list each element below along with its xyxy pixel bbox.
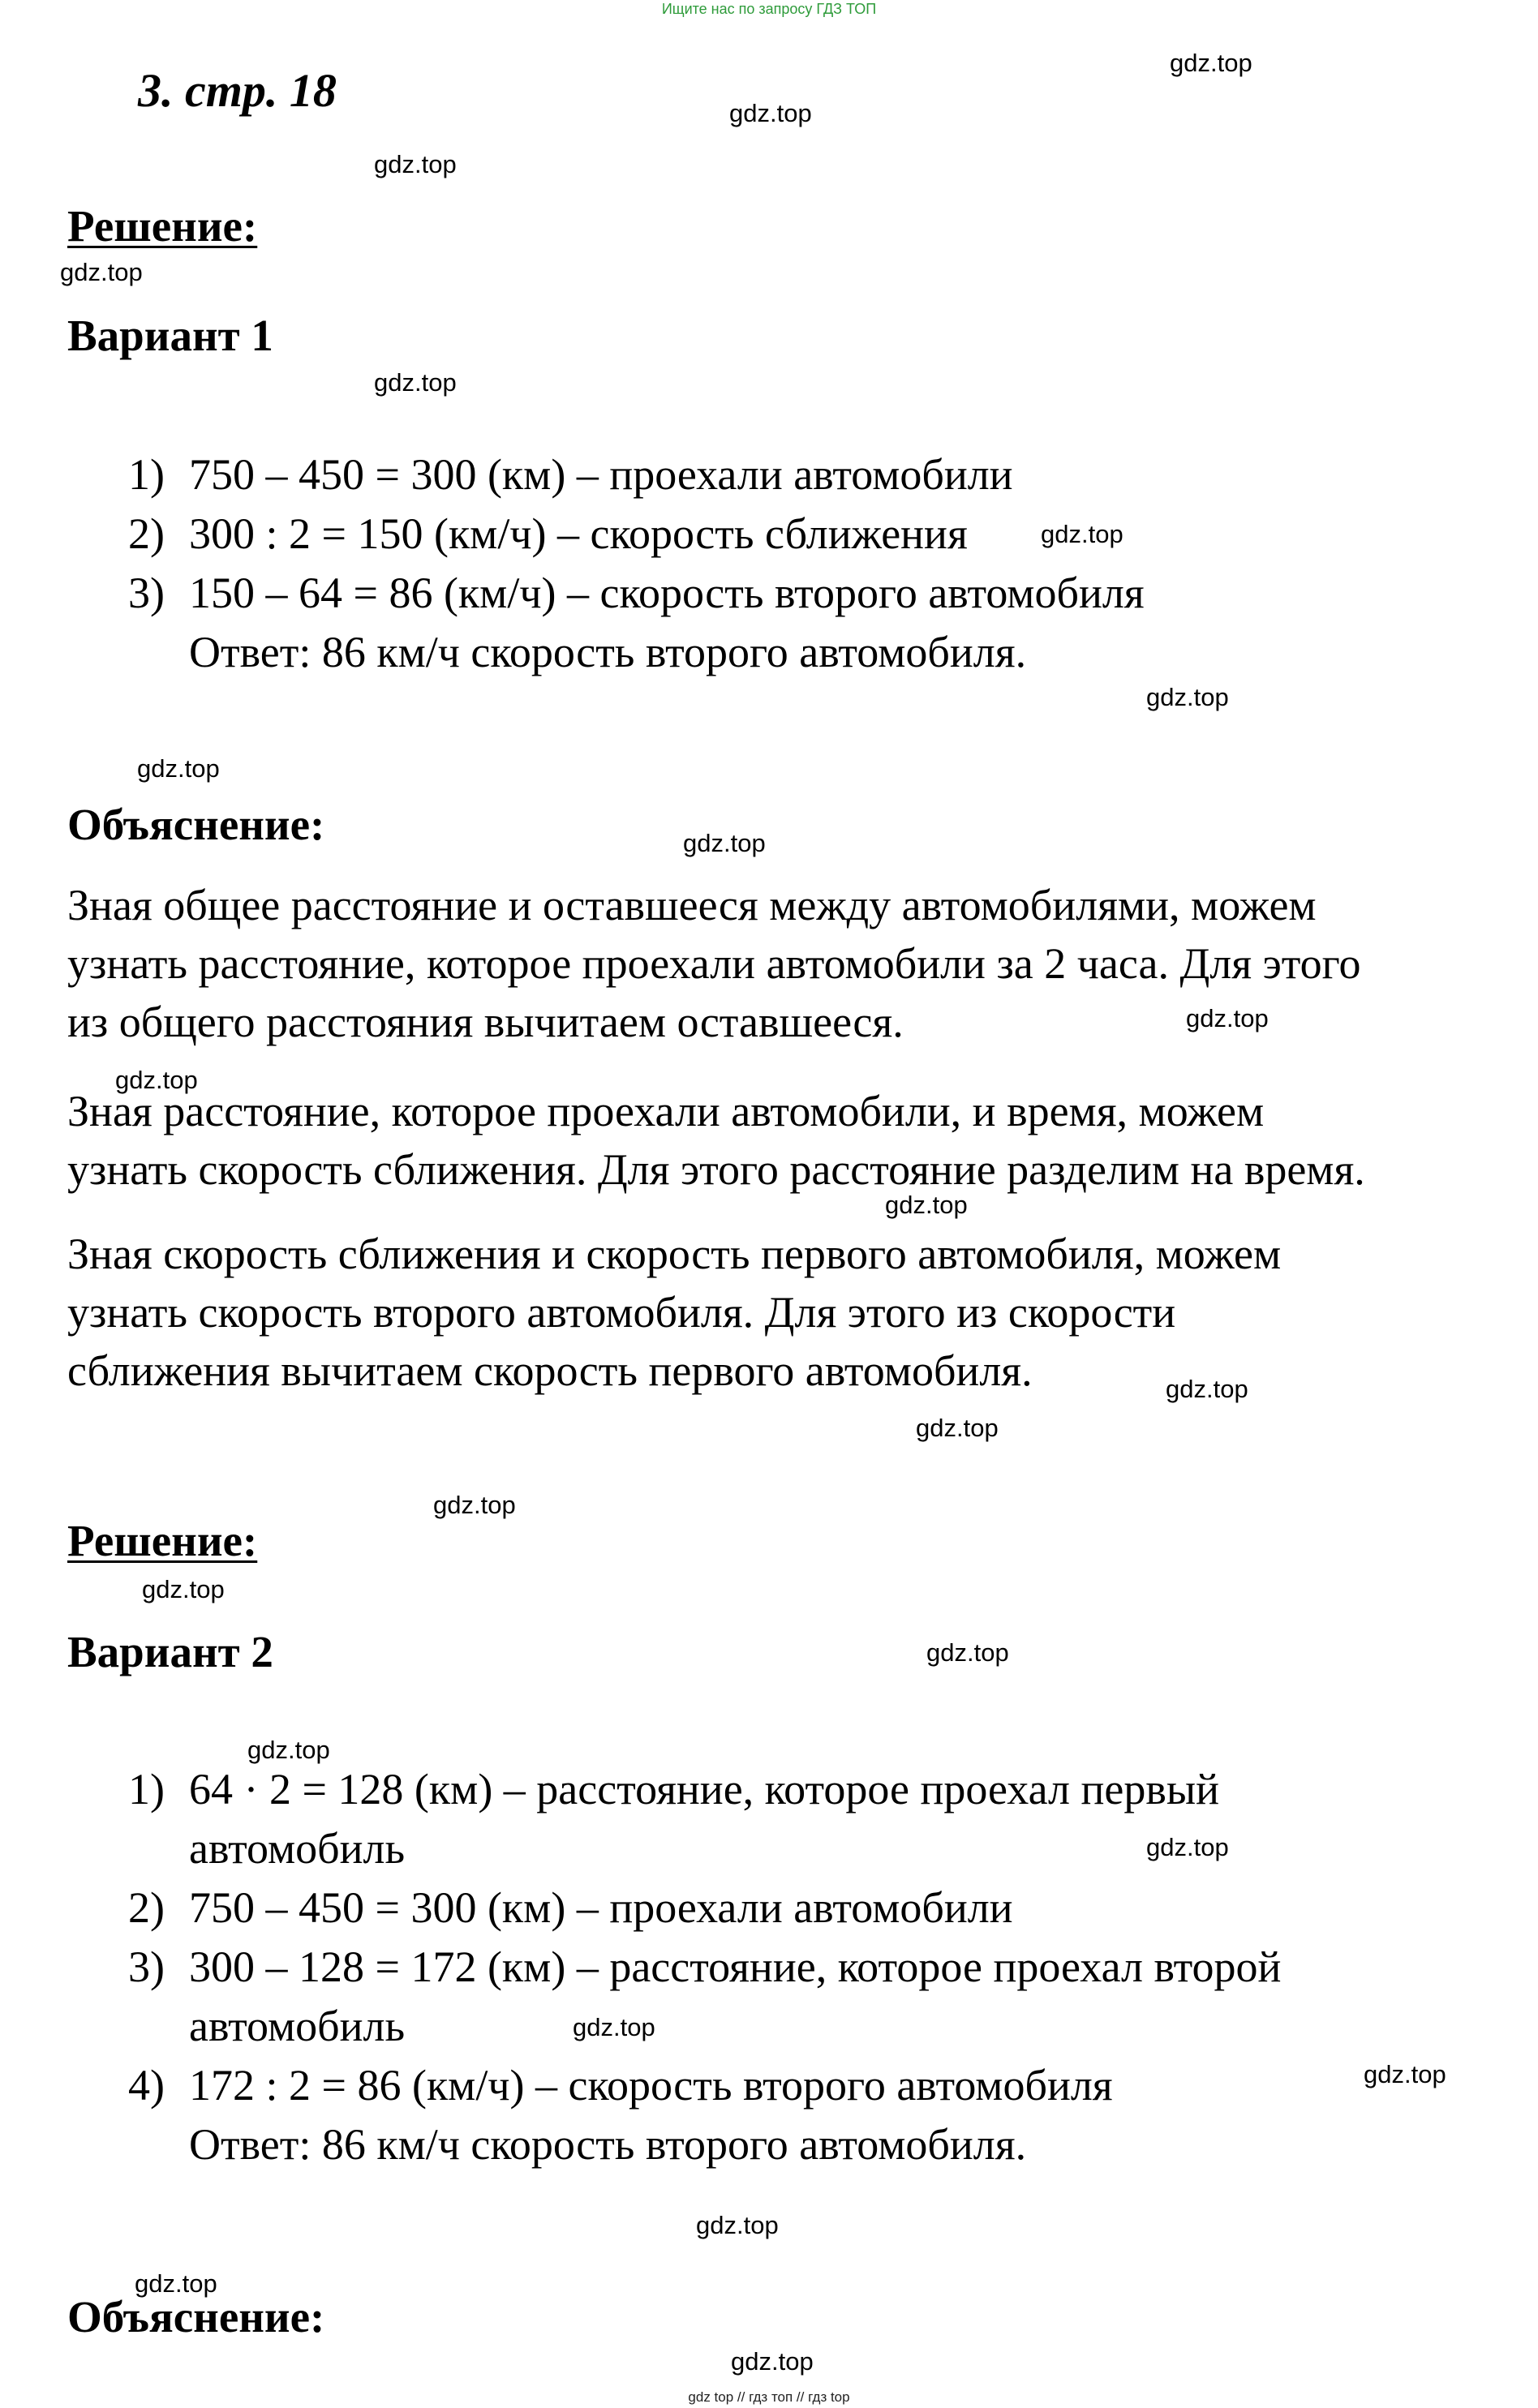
step-number: 2) (128, 1883, 165, 1932)
step-text: 64 · 2 = 128 (км) – расстояние, которое проехал первый (189, 1765, 1220, 1814)
step-number: 3) (128, 569, 165, 617)
explanation-line: сближения вычитаем скорость первого автомобиля. (67, 1346, 1033, 1395)
watermark: gdz.top (1041, 520, 1123, 548)
explanation-line: из общего расстояния вычитаем оставшееся. (67, 998, 904, 1046)
step-text: 750 – 450 = 300 (км) – проехали автомобили (189, 1883, 1013, 1932)
explanation-line: Зная общее расстояние и оставшееся между автомобилями, можем (67, 881, 1317, 929)
watermark: gdz.top (433, 1491, 516, 1519)
explanation-heading-1: Объяснение: (67, 800, 325, 849)
step-number: 3) (128, 1942, 165, 1991)
watermark: gdz.top (1146, 683, 1229, 711)
watermark: gdz.top (137, 754, 220, 783)
step-text: автомобиль (189, 1824, 406, 1873)
variant-2-heading: Вариант 2 (67, 1627, 273, 1676)
footer-banner: gdz top // гдз топ // гдз top (688, 2389, 850, 2405)
watermark: gdz.top (573, 2013, 655, 2041)
step-number: 1) (128, 1765, 165, 1814)
watermark: gdz.top (115, 1066, 198, 1094)
watermark: gdz.top (374, 368, 457, 397)
explanation-line: Зная расстояние, которое проехали автомобили, и время, можем (67, 1087, 1265, 1135)
watermark: gdz.top (1166, 1375, 1248, 1403)
task-title: 3. стр. 18 (138, 64, 337, 117)
watermark: gdz.top (1186, 1004, 1269, 1032)
step-number: 1) (128, 450, 165, 499)
step-number: 2) (128, 509, 165, 558)
step-number: 4) (128, 2061, 165, 2110)
solution-heading-1: Решение: (67, 201, 258, 251)
watermark: gdz.top (885, 1191, 968, 1219)
step-text: 750 – 450 = 300 (км) – проехали автомобили (189, 450, 1013, 499)
watermark: gdz.top (60, 258, 143, 286)
watermark: gdz.top (135, 2269, 217, 2298)
explanation-line: узнать скорость сближения. Для этого расстояние разделим на время. (67, 1145, 1365, 1194)
watermark: gdz.top (731, 2347, 814, 2376)
watermark: gdz.top (916, 1414, 999, 1442)
explanation-line: узнать расстояние, которое проехали автомобили за 2 часа. Для этого (67, 939, 1361, 988)
variant-1-heading: Вариант 1 (67, 311, 273, 360)
answer-line: Ответ: 86 км/ч скорость второго автомобиля. (189, 2120, 1027, 2169)
watermark: gdz.top (1364, 2060, 1446, 2088)
step-text: 300 : 2 = 150 (км/ч) – скорость сближения (189, 509, 968, 558)
explanation-heading-2: Объяснение: (67, 2292, 325, 2341)
explanation-paragraph (67, 1225, 1527, 1400)
explanation-line: Зная скорость сближения и скорость первого автомобиля, можем (67, 1230, 1282, 1278)
watermark: gdz.top (729, 99, 812, 127)
watermark: gdz.top (696, 2211, 779, 2239)
watermark: gdz.top (247, 1736, 330, 1764)
explanation-line: узнать скорость второго автомобиля. Для этого из скорости (67, 1288, 1176, 1337)
watermark: gdz.top (374, 150, 457, 178)
step-text: автомобиль (189, 2002, 406, 2050)
step-text: 300 – 128 = 172 (км) – расстояние, которое проехал второй (189, 1942, 1282, 1991)
watermark: gdz.top (683, 829, 766, 857)
top-banner: Ищите нас по запросу ГДЗ ТОП (661, 1, 877, 17)
explanation-paragraph (67, 876, 1527, 1051)
watermark: gdz.top (1146, 1833, 1229, 1861)
step-text: 172 : 2 = 86 (км/ч) – скорость второго автомобиля (189, 2061, 1113, 2110)
watermark: gdz.top (142, 1575, 225, 1603)
watermark: gdz.top (926, 1638, 1009, 1667)
explanation-paragraph (67, 1082, 1527, 1199)
step-text: 150 – 64 = 86 (км/ч) – скорость второго автомобиля (189, 569, 1145, 617)
answer-line: Ответ: 86 км/ч скорость второго автомобиля. (189, 628, 1027, 676)
solution-heading-2: Решение: (67, 1516, 258, 1565)
watermark: gdz.top (1170, 49, 1252, 77)
